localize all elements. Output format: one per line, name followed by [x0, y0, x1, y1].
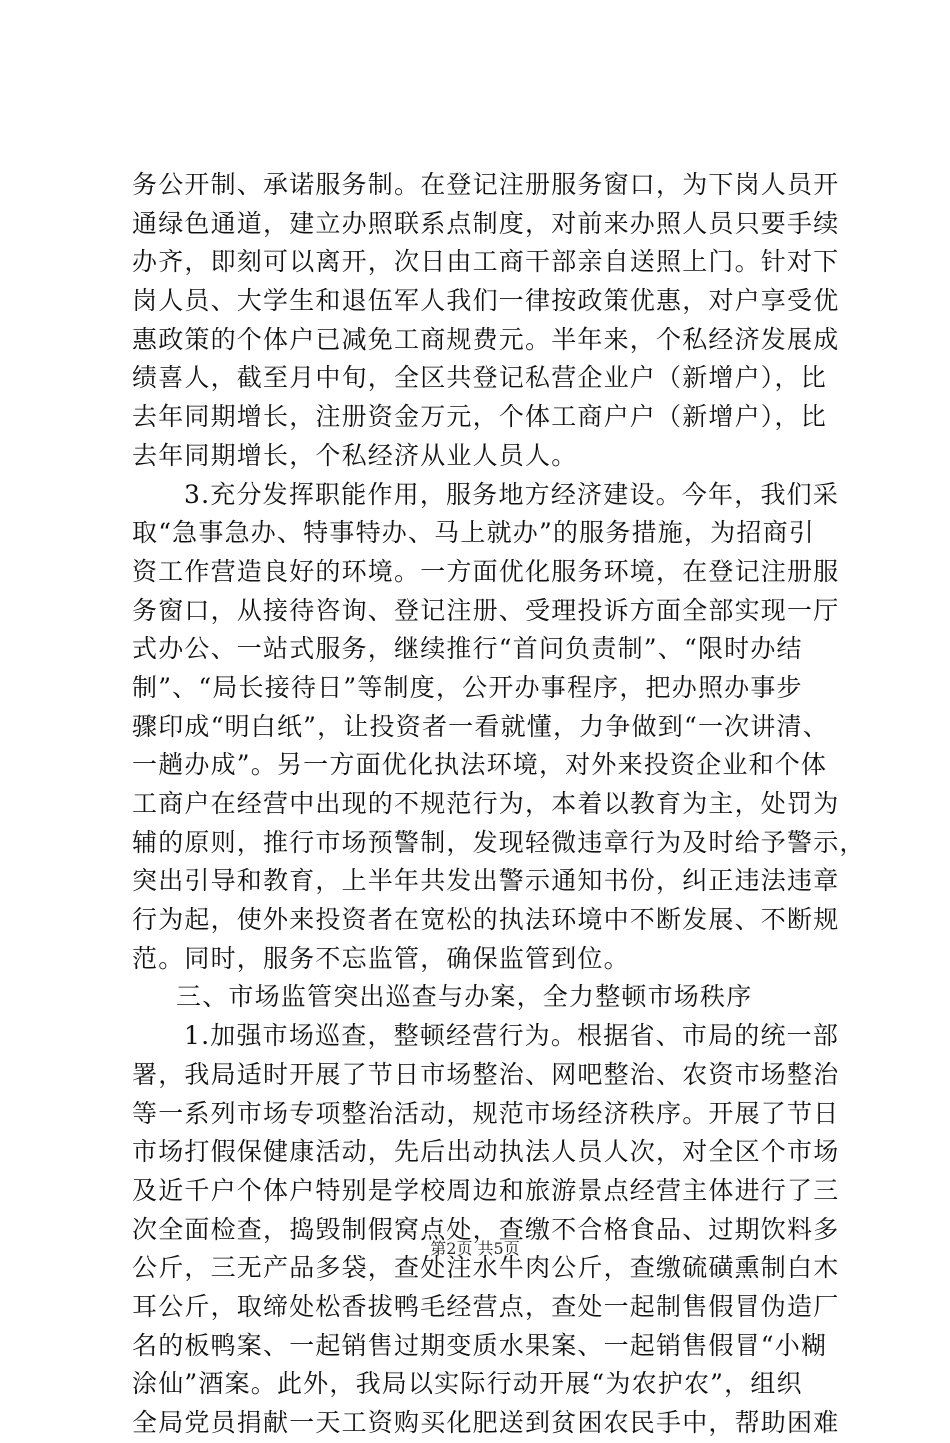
text-line: 突出引导和教育，上半年共发出警示通知书份，纠正违法违章 [132, 866, 840, 896]
text-line: 去年同期增长，个私经济从业人员人。 [132, 440, 578, 470]
text-line: 署，我局适时开展了节日市场整治、网吧整治、农资市场整治 [132, 1059, 840, 1089]
text-line: 务公开制、承诺服务制。在登记注册服务窗口，为下岗人员开 [132, 170, 840, 199]
paragraph-start-line: 3.充分发挥职能作用，服务地方经济建设。今年，我们采 [184, 479, 840, 509]
text-line: 骤印成“明白纸”，让投资者一看就懂，力争做到“一次讲清、 [132, 711, 829, 741]
text-line: 公斤，三无产品多袋，查处注水牛肉公斤，查缴硫磺熏制白木 [132, 1253, 840, 1283]
text-line: 一趟办成”。另一方面优化执法环境，对外来投资企业和个体 [132, 750, 828, 780]
text-line: 辅的原则，推行市场预警制，发现轻微违章行为及时给予警示， [132, 827, 866, 857]
text-line: 惠政策的个体户已减免工商规费元。半年来，个私经济发展成 [132, 324, 840, 354]
text-line: 资工作营造良好的环境。一方面优化服务环境，在登记注册服 [132, 556, 840, 586]
text-line: 等一系列市场专项整治活动，规范市场经济秩序。开展了节日 [132, 1098, 840, 1128]
text-line: 次全面检查，捣毁制假窝点处，查缴不合格食品、过期饮料多 [132, 1214, 840, 1244]
section-heading: 三、市场监管突出巡查与办案，全力整顿市场秩序 [176, 982, 753, 1012]
text-line: 及近千户个体户特别是学校周边和旅游景点经营主体进行了三 [132, 1175, 840, 1205]
text-line: 去年同期增长，注册资金万元，个体工商户户（新增户），比 [132, 402, 827, 432]
text-line: 涂仙”酒案。此外，我局以实际行动开展“为农护农”，组织 [132, 1369, 803, 1399]
text-line: 市场打假保健康活动，先后出动执法人员人次，对全区个市场 [132, 1137, 840, 1167]
text-line: 制”、“局长接待日”等制度，公开办事程序，把办照办事步 [132, 672, 803, 702]
text-line: 行为起，使外来投资者在宽松的执法环境中不断发展、不断规 [132, 905, 840, 935]
text-line: 办齐，即刻可以离开，次日由工商干部亲自送照上门。针对下 [132, 247, 840, 277]
text-line: 名的板鸭案、一起销售过期变质水果案、一起销售假冒“小糊 [132, 1330, 828, 1360]
text-line: 范。同时，服务不忘监管，确保监管到位。 [132, 943, 630, 973]
text-line: 务窗口，从接待咨询、登记注册、受理投诉方面全部实现一厅 [132, 595, 840, 625]
text-line: 取“急事急办、特事特办、马上就办”的服务措施，为招商引 [132, 518, 815, 548]
text-line: 耳公斤，取缔处松香拔鸭毛经营点，查处一起制售假冒伪造厂 [132, 1291, 840, 1321]
text-line: 全局党员捐献一天工资购买化肥送到贫困农民手中，帮助困难 [132, 1408, 840, 1437]
paragraph-start-line: 1.加强市场巡查，整顿经营行为。根据省、市局的统一部 [184, 1021, 840, 1051]
text-line: 岗人员、大学生和退伍军人我们一律按政策优惠，对户享受优 [132, 286, 840, 316]
text-line: 绩喜人，截至月中旬，全区共登记私营企业户（新增户），比 [132, 363, 827, 393]
text-line: 式办公、一站式服务，继续推行“首问负责制”、“限时办结 [132, 634, 803, 664]
text-line: 工商户在经营中出现的不规范行为，本着以教育为主，处罚为 [132, 789, 840, 818]
text-line: 通绿色通道，建立办照联系点制度，对前来办照人员只要手续 [132, 208, 840, 238]
page-footer: 第2页 共5页 [430, 1239, 520, 1258]
